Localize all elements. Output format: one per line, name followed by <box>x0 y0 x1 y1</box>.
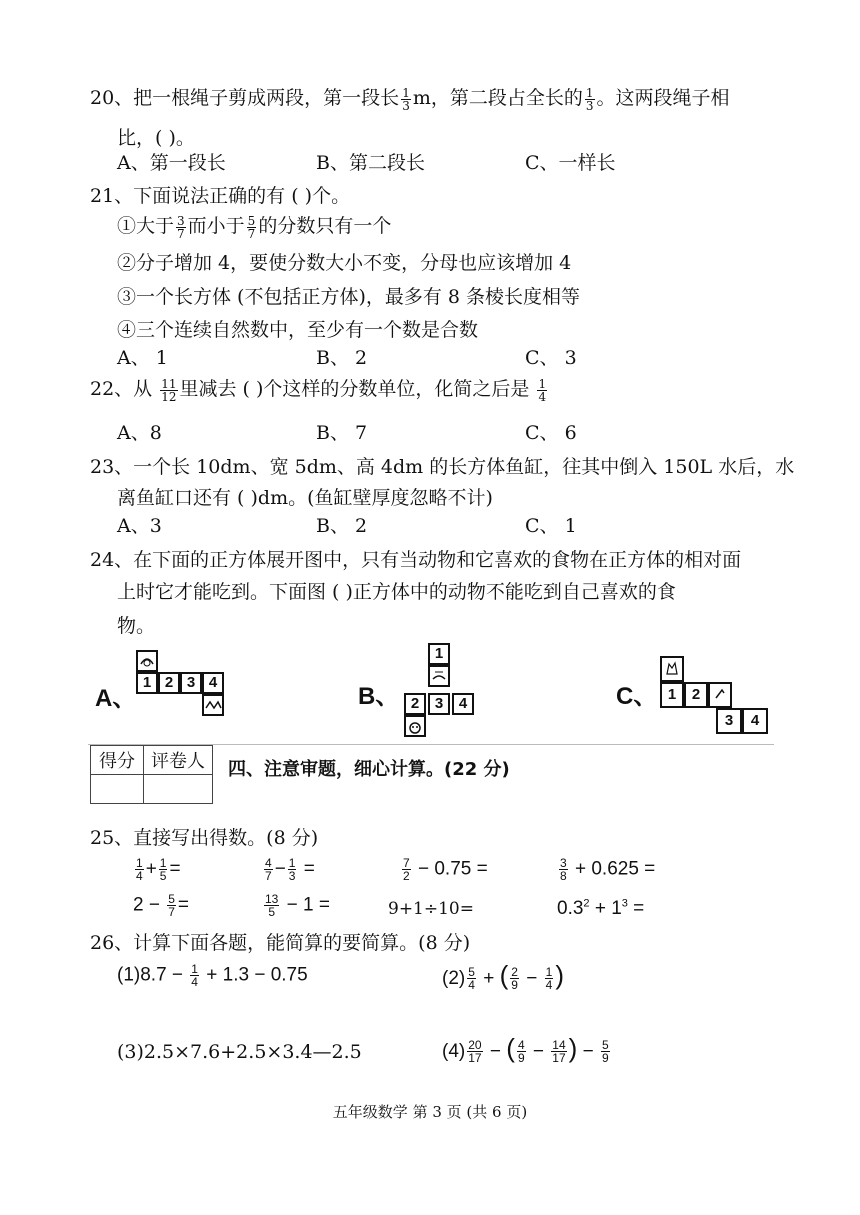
q22-option-b: B、 7 <box>316 422 368 444</box>
figure-a-label: A、 <box>95 685 137 712</box>
figure-b-animal-cell <box>404 715 426 737</box>
q25-expr-2: $\frac{4}{7}$ − $\frac{1}{3}$ = <box>265 856 315 883</box>
q20-option-c: C、一样长 <box>525 152 616 174</box>
q21-stem: 21、下面说法正确的有 ( )个。 <box>90 185 351 207</box>
q25-expr-3: $\frac{7}{2}$ − 0.75 = <box>403 856 488 883</box>
score-label: 得分 <box>91 746 144 775</box>
figure-a-cell-3: 3 <box>180 672 202 694</box>
q23-line1: 23、一个长 10dm、宽 5dm、高 4dm 的长方体鱼缸，往其中倒入 150L 水后，水 <box>90 456 795 478</box>
figure-c-label: C、 <box>616 683 658 710</box>
q23-option-a: A、3 <box>117 515 162 537</box>
q24-line3: 物。 <box>117 615 156 637</box>
q26-problem-1: (1)8.7 − $\frac{1}{4}$ + 1.3 − 0.75 <box>117 962 308 989</box>
figure-a-animal-cell <box>136 650 158 672</box>
q20-option-b: B、第二段长 <box>316 152 425 174</box>
q22-fraction-1: $\frac{11}{12}$ <box>161 376 177 404</box>
figure-c-cell-4: 4 <box>742 708 768 734</box>
q21-fraction-1: $\frac{3}{7}$ <box>177 213 185 241</box>
q26-problem-3: (3)2.5×7.6+2.5×3.4—2.5 <box>117 1041 362 1063</box>
q20-fraction-2: $\frac{1}{3}$ <box>585 85 594 113</box>
q21-option-c: C、 3 <box>525 347 577 369</box>
q23-option-c: C、 1 <box>525 515 577 537</box>
q20-line2: 比，( )。 <box>117 127 195 149</box>
figure-c-cell-2: 2 <box>684 682 708 708</box>
animal-icon <box>662 658 682 678</box>
q21-fraction-2: $\frac{5}{7}$ <box>247 213 256 241</box>
figure-b-net <box>404 643 484 743</box>
q20-text-b: m，第二段占全长的 <box>412 87 583 109</box>
grader-cell <box>144 775 213 804</box>
figure-b-cell-1: 1 <box>428 643 450 665</box>
section-4-title: 四、注意审题，细心计算。(22 分) <box>228 759 510 780</box>
q25-expr-1: $\frac{1}{4}$ + $\frac{1}{5}$ = <box>136 856 181 883</box>
q21-option-a: A、 1 <box>117 347 168 369</box>
q20-text-a: 20、把一根绳子剪成两段，第一段长 <box>90 87 400 109</box>
figure-c-cell-3: 3 <box>716 708 742 734</box>
q21-option-b: B、 2 <box>316 347 368 369</box>
q25-stem: 25、直接写出得数。(8 分) <box>90 827 319 849</box>
q21-statement-1: ①大于 $\frac{3}{7}$ 而小于 $\frac{5}{7}$ 的分数只有一个 <box>117 213 392 241</box>
q20-fraction-1: $\frac{1}{3}$ <box>402 85 410 113</box>
q21-statement-4: ④三个连续自然数中，至少有一个数是合数 <box>117 319 479 341</box>
animal-icon <box>406 717 424 735</box>
q26-problem-4: (4) $\frac{20}{17}$ − ( $\frac{4}{9}$ − $\frac{14}{17}$ ) − $\frac{5}{9}$ <box>442 1033 609 1066</box>
q25-expr-6: $\frac{13}{5}$ − 1 = <box>265 892 330 919</box>
page-footer: 五年级数学 第 3 页 (共 6 页) <box>332 1103 528 1121</box>
q23-line2: 离鱼缸口还有 ( )dm。(鱼缸壁厚度忽略不计) <box>117 487 493 509</box>
q22-option-a: A、8 <box>117 422 162 444</box>
figure-b-cell-2: 2 <box>404 693 426 715</box>
q20-line1 <box>90 86 730 112</box>
q26-stem: 26、计算下面各题，能简算的要简算。(8 分) <box>90 932 471 954</box>
grader-label: 评卷人 <box>144 746 213 775</box>
figure-c-animal-cell <box>660 656 684 682</box>
q25-expr-8: $0.3^2 + 1^3$ = <box>557 897 645 919</box>
q25-expr-5: 2 − $\frac{5}{7}$ = <box>133 892 190 919</box>
figure-a-net <box>136 650 236 722</box>
q24-line2: 上时它才能吃到。下面图 ( )正方体中的动物不能吃到自己喜欢的食 <box>117 581 676 603</box>
score-cell <box>91 775 144 804</box>
food-icon <box>430 667 448 685</box>
q21-statement-3: ③一个长方体 (不包括正方体)，最多有 8 条棱长度相等 <box>117 286 581 308</box>
figure-b-cell-3: 3 <box>428 693 450 715</box>
q26-problem-2: (2) $\frac{5}{4}$ + ( $\frac{2}{9}$ − $\frac{1}{4}$ ) <box>442 960 564 993</box>
figure-a-food-cell <box>202 694 224 716</box>
figure-b-cell-4: 4 <box>452 693 474 715</box>
score-box <box>90 745 213 804</box>
animal-icon <box>138 652 156 670</box>
figure-b-food-cell <box>428 665 450 687</box>
figure-a-cell-1: 1 <box>136 672 158 694</box>
q22-option-c: C、 6 <box>525 422 577 444</box>
figure-c-net <box>660 656 770 736</box>
q20-text-c: 。这两段绳子相 <box>596 87 730 109</box>
q21-statement-2: ②分子增加 4，要使分数大小不变，分母也应该增加 4 <box>117 252 572 274</box>
figure-a-cell-4: 4 <box>202 672 224 694</box>
q25-expr-7: 9+1÷10= <box>388 899 474 919</box>
figure-c-food-cell <box>708 682 732 708</box>
q20-option-a: A、第一段长 <box>117 152 226 174</box>
figure-c-cell-1: 1 <box>660 682 684 708</box>
q23-option-b: B、 2 <box>316 515 368 537</box>
q22-fraction-2: $\frac{1}{4}$ <box>538 376 547 404</box>
q24-line1: 24、在下面的正方体展开图中，只有当动物和它喜欢的食物在正方体的相对面 <box>90 549 742 571</box>
figure-a-cell-2: 2 <box>158 672 180 694</box>
q22-line: 22、从 $\frac{11}{12}$ 里减去 ( )个这样的分数单位，化简之后是 $\frac{1}{4}$ <box>90 376 547 404</box>
q25-expr-4: $\frac{3}{8}$ + 0.625 = <box>560 856 656 883</box>
food-icon <box>204 696 222 714</box>
figure-b-label: B、 <box>358 683 400 710</box>
food-icon <box>710 684 730 704</box>
